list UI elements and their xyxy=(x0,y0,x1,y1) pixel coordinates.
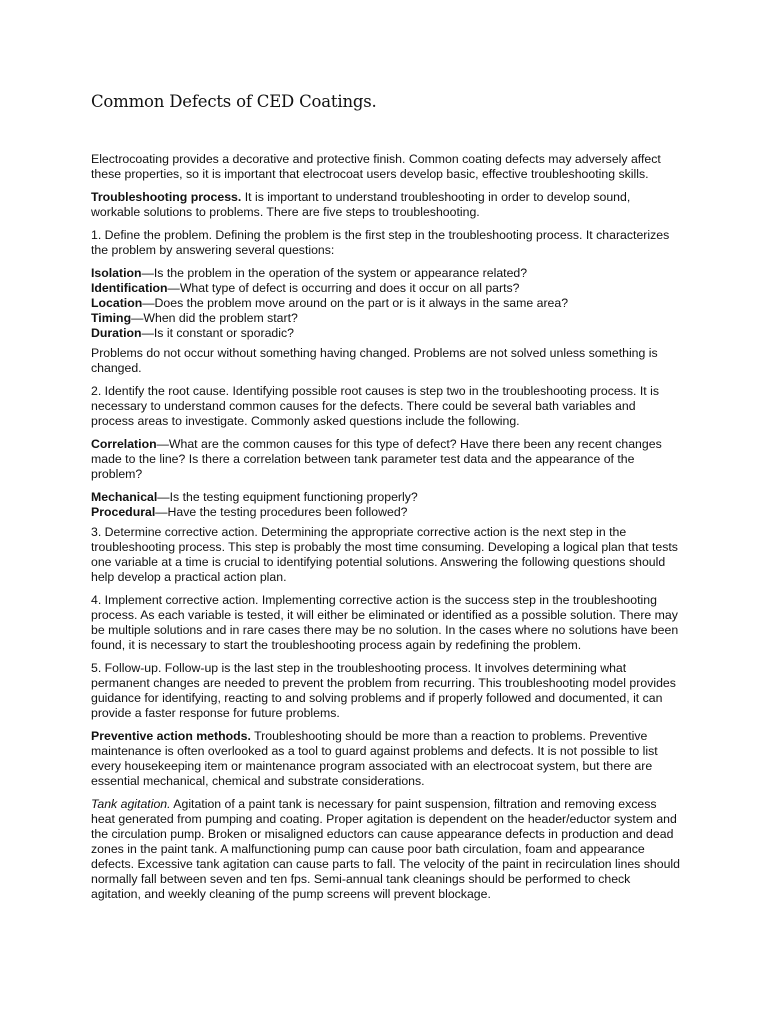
question-item xyxy=(91,490,681,505)
troubleshooting-text: It is important to understand troubleshooting in order to develop sound, workable solutions to problems. There are five steps to troubleshooting. xyxy=(91,190,631,219)
question-text: —Is it constant or sporadic? xyxy=(141,326,294,340)
question-term: Mechanical xyxy=(91,490,158,504)
problems-note-paragraph: Problems do not occur without something having changed. Problems are not solved unless something is changed. xyxy=(91,346,658,375)
troubleshooting-paragraph xyxy=(91,190,681,220)
preventive-text: Troubleshooting should be more than a reaction to problems. Preventive maintenance is often overlooked as a tool to guard against problems and defects. It is not possible to list every housekeeping item or maintenance program associated with an electrocoat system, but there are essential mechanical, chemical and substrate considerations. xyxy=(91,729,658,788)
step-5-paragraph: 5. Follow-up. Follow-up is the last step in the troubleshooting process. It involves determining what permanent changes are needed to prevent the problem from recurring. This troubleshooting model provides guidance for identifying, reacting to and solving problems and if properly followed and documented, it can provide a faster response for future problems. xyxy=(91,661,676,720)
question-list xyxy=(91,266,681,341)
question-term: Location xyxy=(91,296,143,310)
step-1-paragraph: 1. Define the problem. Defining the problem is the first step in the troubleshooting process. It characterizes the problem by answering several questions: xyxy=(91,228,670,257)
question-item xyxy=(91,296,681,311)
correlation-text: —What are the common causes for this type of defect? Have there been any recent changes made to the line? Is there a correlation between tank parameter test data and the appearance of the problem? xyxy=(91,437,662,481)
question-text: —Does the problem move around on the part or is it always in the same area? xyxy=(142,296,569,310)
document-body xyxy=(91,152,681,910)
question-text: —Is the problem in the operation of the system or appearance related? xyxy=(141,266,528,280)
question-item xyxy=(91,505,681,520)
question-text: —What type of defect is occurring and does it occur on all parts? xyxy=(167,281,520,295)
tank-agitation-paragraph xyxy=(91,797,681,902)
question-item xyxy=(91,311,681,326)
question-text: —When did the problem start? xyxy=(131,311,298,325)
troubleshooting-heading: Troubleshooting process. xyxy=(91,190,242,204)
testing-question-list xyxy=(91,490,681,520)
correlation-paragraph xyxy=(91,437,681,482)
preventive-paragraph xyxy=(91,729,681,789)
step-4-paragraph: 4. Implement corrective action. Implementing corrective action is the success step in the troubleshooting process. As each variable is tested, it will either be eliminated or identified as a possible solution. There may be multiple solutions and in rare cases there may be no solution. In the cases where no solutions have been found, it is necessary to start the troubleshooting process again by redefining the problem. xyxy=(91,593,679,652)
tank-agitation-text: Agitation of a paint tank is necessary for paint suspension, filtration and removing excess heat generated from pumping and coating. Proper agitation is dependent on the header/eductor system and the circulation pump. Broken or misaligned eductors can cause appearance defects in production and dead zones in the paint tank. A malfunctioning pump can cause poor bath circulation, foam and appearance defects. Excessive tank agitation can cause parts to fall. The velocity of the paint in recirculation lines should normally fall between seven and ten fps. Semi-annual tank cleanings should be performed to check agitation, and weekly cleaning of the pump screens will prevent blockage. xyxy=(91,797,680,901)
question-text: —Have the testing procedures been followed? xyxy=(155,505,408,519)
intro-paragraph: Electrocoating provides a decorative and protective finish. Common coating defects may adversely affect these properties, so it is important that electrocoat users develop basic, effective troubleshooting skills. xyxy=(91,152,661,181)
question-item xyxy=(91,326,681,341)
step-2-paragraph: 2. Identify the root cause. Identifying possible root causes is step two in the troubleshooting process. It is necessary to understand common causes for the defects. There could be several bath variables and process areas to investigate. Commonly asked questions include the following. xyxy=(91,384,660,428)
question-term: Identification xyxy=(91,281,168,295)
document-title: Common Defects of CED Coatings. xyxy=(91,92,377,111)
tank-agitation-heading: Tank agitation. xyxy=(91,797,171,811)
question-term: Timing xyxy=(91,311,132,325)
step-3-paragraph: 3. Determine corrective action. Determining the appropriate corrective action is the next step in the troubleshooting process. This step is probably the most time consuming. Developing a logical plan that tests one variable at a time is crucial to identifying potential solutions. Answering the following questions should help develop a practical action plan. xyxy=(91,525,678,584)
preventive-heading: Preventive action methods. xyxy=(91,729,251,743)
question-term: Isolation xyxy=(91,266,142,280)
question-item xyxy=(91,266,681,281)
question-text: —Is the testing equipment functioning properly? xyxy=(157,490,418,504)
question-term: Procedural xyxy=(91,505,156,519)
correlation-term: Correlation xyxy=(91,437,157,451)
question-term: Duration xyxy=(91,326,142,340)
question-item xyxy=(91,281,681,296)
